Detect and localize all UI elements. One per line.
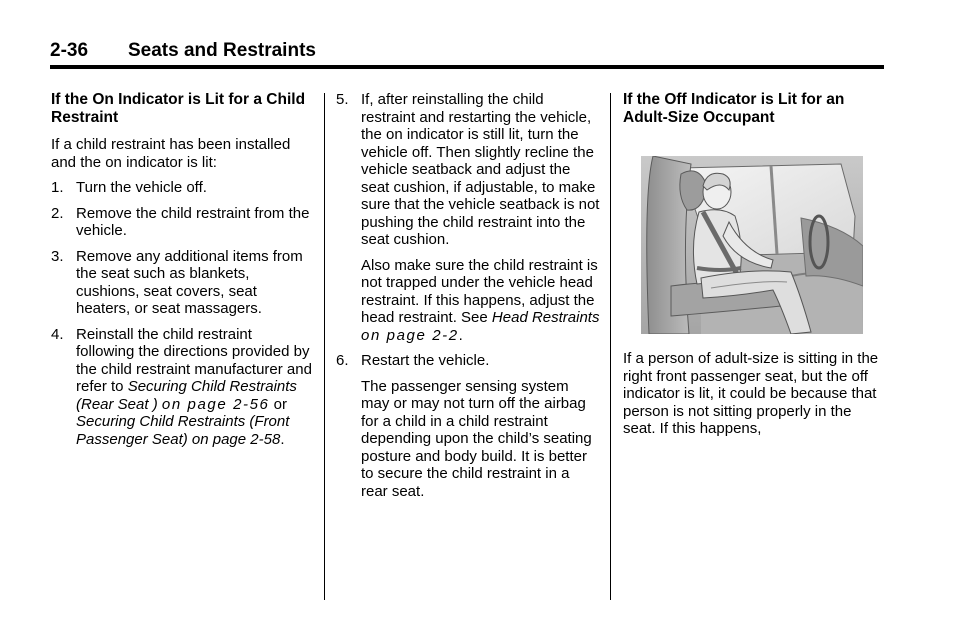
- section-title: Seats and Restraints: [128, 40, 316, 61]
- page-header: [50, 38, 884, 69]
- intro-paragraph: If a child restraint has been installed and the on indicator is lit:: [51, 136, 291, 171]
- cross-reference-page[interactable]: on page 2-2: [361, 326, 459, 344]
- list-item: [51, 205, 313, 240]
- cross-reference-link[interactable]: Securing Child Restraints (Front Passenger Seat) on page 2-58: [76, 413, 290, 448]
- step-note: The passenger sensing system may or may not turn off the airbag for a child in a child restraint depending upon the child’s seating posture and body build. It is better to secure the child restraint in a rear seat.: [361, 377, 592, 500]
- step-number: 6.: [336, 352, 349, 369]
- cross-reference-link[interactable]: Head Restraints: [491, 309, 600, 326]
- body-paragraph: If a person of adult-size is sitting in the right front passenger seat, but the off indicator is lit, it could be because that person is not sitting properly in the seat. If this happens,: [623, 350, 879, 437]
- step-number: 4.: [51, 325, 64, 343]
- step-note-text: Also make sure the child restraint is not trapped under the vehicle head restraint. If this happens, adjust the head restraint. See: [361, 256, 598, 326]
- subsection-heading: If the On Indicator is Lit for a Child Restraint: [51, 91, 306, 126]
- list-item: [336, 352, 600, 500]
- step-note: [361, 257, 600, 345]
- subsection-heading: If the Off Indicator is Lit for an Adult-Size Occupant: [623, 91, 845, 126]
- list-item: [51, 248, 313, 318]
- cross-reference-page[interactable]: on page 2-56: [161, 395, 270, 413]
- list-item: [336, 91, 600, 344]
- page-number: 2-36: [50, 40, 89, 61]
- column-right: [623, 91, 885, 446]
- step-text-end: .: [280, 430, 285, 448]
- column-left: [51, 91, 313, 456]
- column-middle: [336, 91, 600, 508]
- steps-list: [336, 91, 600, 500]
- step-number: 5.: [336, 91, 349, 108]
- step-text-join: or: [269, 395, 288, 413]
- list-item: [51, 179, 313, 197]
- step-text: Remove the child restraint from the vehicle.: [76, 204, 310, 239]
- step-text: If, after reinstalling the child restraint and restarting the vehicle, the on indicator is still lit, turn the vehicle off. Then slightly recline the vehicle seatback and adjust the seat cushion, if adjustable, to make sure that the vehicle seatback is not pushing the child restraint into the seat cushion.: [361, 91, 600, 248]
- steps-list: [51, 179, 313, 448]
- step-text: Remove any additional items from the seat such as blankets, cushions, seat covers, seat heaters, or seat massagers.: [76, 247, 303, 317]
- step-number: 3.: [51, 247, 64, 265]
- step-text: Restart the vehicle.: [361, 352, 490, 369]
- step-text: Turn the vehicle off.: [76, 179, 207, 196]
- step-number: 1.: [51, 179, 64, 196]
- column-divider: [610, 93, 611, 600]
- step-number: 2.: [51, 204, 64, 222]
- adult-passenger-illustration: [641, 156, 863, 334]
- cross-reference-link[interactable]: Securing Child Restraints (Rear Seat ): [76, 378, 297, 413]
- step-text: Reinstall the child restraint following the directions provided by the child restraint manufacturer and refer to: [76, 325, 312, 395]
- step-note-end: .: [458, 326, 463, 344]
- column-divider: [324, 93, 325, 600]
- list-item: [51, 326, 313, 449]
